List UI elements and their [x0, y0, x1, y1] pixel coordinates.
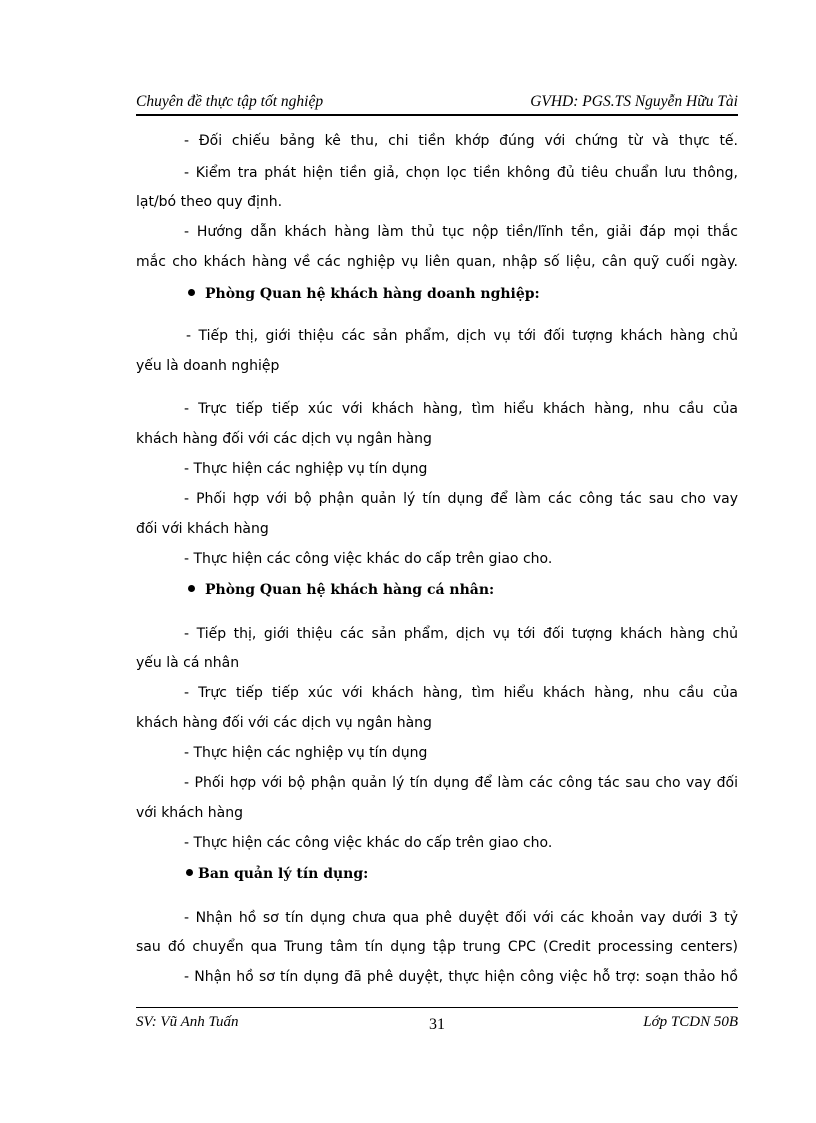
section-heading: Phòng Quan hệ khách hàng cá nhân:	[188, 580, 790, 600]
paragraph-line: - Trực tiếp tiếp xúc với khách hàng, tìm hiểu khách hàng, nhu cầu của	[184, 685, 738, 701]
section-heading: Ban quản lý tín dụng:	[186, 864, 788, 884]
bullet-icon	[188, 585, 195, 592]
paragraph-line: - Thực hiện các công việc khác do cấp trên giao cho.	[184, 551, 553, 567]
paragraph-line: lạt/bó theo quy định.	[136, 194, 283, 210]
paragraph-line: - Tiếp thị, giới thiệu các sản phẩm, dịch vụ tới đối tượng khách hàng chủ	[186, 328, 738, 344]
paragraph-line: - Phối hợp với bộ phận quản lý tín dụng để làm các công tác sau cho vay	[184, 491, 738, 507]
paragraph-line: - Kiểm tra phát hiện tiền giả, chọn lọc tiền không đủ tiêu chuẩn lưu thông,	[184, 165, 738, 181]
page-footer	[136, 1007, 738, 1048]
section-heading: Phòng Quan hệ khách hàng doanh nghiệp:	[188, 284, 790, 304]
paragraph-line: sau đó chuyển qua Trung tâm tín dụng tập trung CPC (Credit processing centers)	[136, 939, 738, 955]
paragraph-line: với khách hàng	[136, 805, 243, 821]
paragraph-line: - Thực hiện các nghiệp vụ tín dụng	[184, 461, 428, 477]
header-title: Chuyên đề thực tập tốt nghiệp	[136, 93, 324, 110]
footer-class: Lớp TCDN 50B	[643, 1014, 738, 1030]
paragraph-line: - Nhận hồ sơ tín dụng đã phê duyệt, thực hiện công việc hỗ trợ: soạn thảo hồ	[184, 969, 738, 985]
paragraph-line: mắc cho khách hàng về các nghiệp vụ liên quan, nhập số liệu, cân quỹ cuối ngày.	[136, 254, 738, 270]
header-advisor: GVHD: PGS.TS Nguyễn Hữu Tài	[530, 93, 738, 110]
paragraph-line: khách hàng đối với các dịch vụ ngân hàng	[136, 715, 432, 731]
paragraph-line: - Tiếp thị, giới thiệu các sản phẩm, dịch vụ tới đối tượng khách hàng chủ	[184, 626, 738, 642]
paragraph-line: - Phối hợp với bộ phận quản lý tín dụng để làm các công tác sau cho vay đối	[184, 775, 738, 791]
bullet-icon	[186, 869, 193, 876]
bullet-icon	[188, 289, 195, 296]
paragraph-line: - Thực hiện các công việc khác do cấp trên giao cho.	[184, 835, 553, 851]
page-number: 31	[429, 1016, 445, 1033]
paragraph-line: - Thực hiện các nghiệp vụ tín dụng	[184, 745, 428, 761]
paragraph-line: - Hướng dẫn khách hàng làm thủ tục nộp tiền/lĩnh tền, giải đáp mọi thắc	[184, 224, 738, 240]
paragraph-line: khách hàng đối với các dịch vụ ngân hàng	[136, 431, 432, 447]
paragraph-line: - Nhận hồ sơ tín dụng chưa qua phê duyệt đối với các khoản vay dưới 3 tỷ	[184, 910, 738, 926]
paragraph-line: - Trực tiếp tiếp xúc với khách hàng, tìm hiểu khách hàng, nhu cầu của	[184, 401, 738, 417]
page-header	[136, 86, 738, 116]
paragraph-line: yếu là doanh nghiệp	[136, 358, 280, 374]
footer-student: SV: Vũ Anh Tuấn	[136, 1014, 239, 1030]
paragraph-line: đối với khách hàng	[136, 521, 269, 537]
paragraph-line: - Đối chiếu bảng kê thu, chi tiền khớp đúng với chứng từ và thực tế.	[184, 133, 738, 149]
paragraph-line: yếu là cá nhân	[136, 655, 240, 671]
